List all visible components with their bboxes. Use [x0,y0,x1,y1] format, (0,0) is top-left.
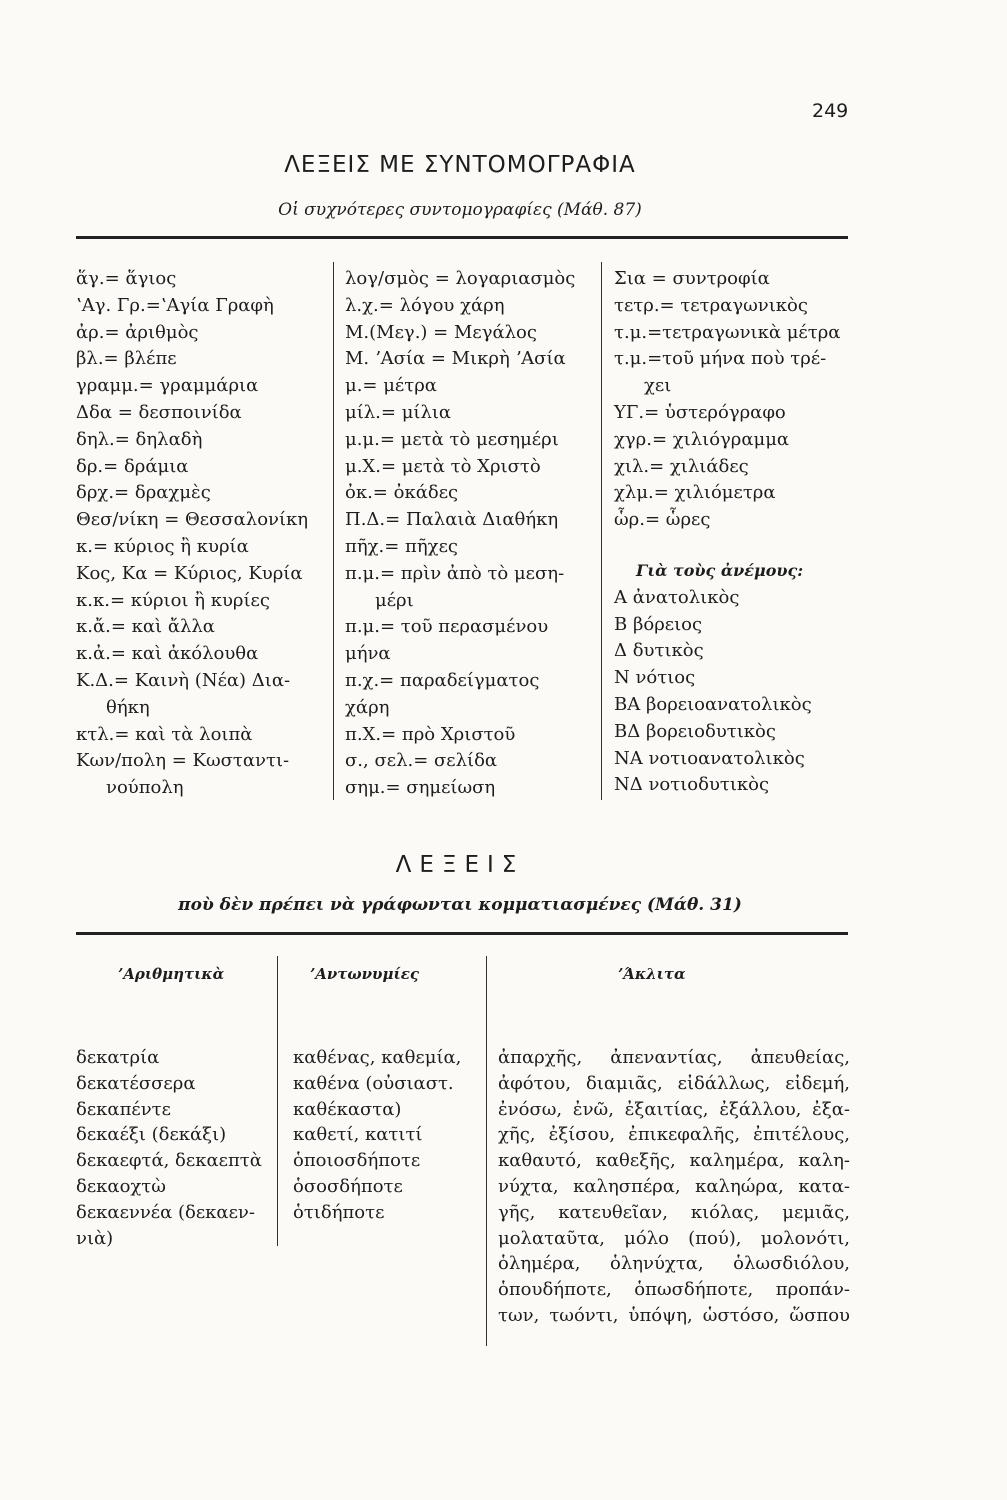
word-line: μολαταῦτα, μόλο (πού), μολονότι, [498,1227,850,1249]
word-line: ἀπαρχῆς, ἀπεναντίας, ἀπευθείας, [498,1047,850,1068]
abbr-entry: κ.ἄ.= καὶ ἄλλα [76,616,215,638]
abbr-entry: δρχ.= δραχμὲς [76,482,211,504]
abbr-entry: χλμ.= χιλιόμετρα [614,482,776,504]
abbr-entry: Π.Δ.= Παλαιὰ Διαθήκη [345,509,559,531]
word-line: των, τωόντι, ὑπόψη, ὡστόσο, ὥσπου [498,1304,850,1326]
column-divider [277,956,278,1246]
wind-entry: ΒΔ βορειοδυτικὸς [614,720,776,742]
heading-aklita: ʼΆκλιτα [618,965,686,983]
abbr-entry: μίλ.= μίλια [345,401,452,423]
abbr-entry: χγρ.= χιλιόγραμμα [614,428,790,450]
abbr-entry: σ., σελ.= σελίδα [345,750,498,772]
abbr-entry: πῆχ.= πῆχες [345,535,458,557]
winds-block [614,558,812,799]
abbr-entry: δρ.= δράμια [76,455,189,477]
section1-subtitle: Οἱ συχνότερες συντομογραφίες (Μάθ. 87) [278,200,642,220]
section2-subtitle: ποὺ δὲν πρέπει νὰ γράφωνται κομματιασμένες (Μάθ. 31) [178,895,742,915]
word-entry: καθένα (οὐσιαστ. [293,1072,454,1094]
word-entry: δεκαπέντε [76,1098,171,1120]
abbr-entry: π.μ.= πρὶν ἀπὸ τὸ μεση- [345,562,565,584]
word-entry: νιὰ) [76,1227,114,1249]
heading-antonymies: ʼΑντωνυμίες [310,965,419,983]
wind-entry: Δ δυτικὸς [614,640,704,662]
section2-title: ΛΕΞΕΙΣ [395,852,525,878]
word-entry: δεκαέξι (δεκάξι) [76,1124,227,1146]
wind-entry: Β βόρειος [614,613,703,635]
word-line: νύχτα, καλησπέρα, καληώρα, κατα- [498,1175,850,1197]
abbr-entry: Μ. ʼΑσία = Μικρὴ ʼΑσία [345,348,566,370]
word-entry: δεκαοχτὼ [76,1175,166,1197]
abbr-entry: Κων/πολη = Κωσταντι- [76,750,290,772]
column-divider [333,262,334,800]
winds-heading: Γιὰ τοὺς ἀνέμους: [636,561,804,580]
abbr-entry: θήκη [106,696,150,718]
abbr-entry: ὧρ.= ὧρες [614,509,711,531]
word-entry: ὁσοσδήποτε [293,1175,403,1197]
abbr-entry: ΥΓ.= ὑστερόγραφο [614,401,786,423]
word-entry: ὁποιοσδήποτε [293,1150,421,1172]
abbr-entry: λογ/σμὸς = λογαριασμὸς [345,268,576,289]
abbr-entry: μ.Χ.= μετὰ τὸ Χριστὸ [345,455,541,477]
column-divider [486,956,487,1346]
abbr-entry: δηλ.= δηλαδὴ [76,428,203,450]
word-line: γῆς, κατευθεῖαν, κιόλας, μεμιᾶς, [498,1201,850,1223]
abbr-entry: Δδα = δεσποινίδα [76,401,242,423]
word-entry: δεκαεννέα (δεκαεν- [76,1201,255,1223]
abbr-entry: κ.ἀ.= καὶ ἀκόλουθα [76,643,259,665]
section2-rule [76,932,848,935]
page-number: 249 [812,100,849,122]
abbr-entry: κ.κ.= κύριοι ἢ κυρίες [76,589,270,611]
abbr-entry: κτλ.= καὶ τὰ λοιπὰ [76,723,253,745]
abbr-entry: μέρι [375,589,414,611]
abbr-entry: σημ.= σημείωση [345,777,496,799]
section1-title: ΛΕΞΕΙΣ ΜΕ ΣΥΝΤΟΜΟΓΡΑΦΙΑ [284,152,636,178]
abbr-entry: Θεσ/νίκη = Θεσσαλονίκη [76,509,309,531]
wind-entry: Ν νότιος [614,667,696,689]
arithmetika-column [76,1045,262,1251]
word-line: ὁλημέρα, ὁληνύχτα, ὁλωσδιόλου, [498,1253,850,1275]
wind-entry: ΝΑ νοτιοανατολικὸς [614,747,805,769]
abbr-entry: π.χ.= παραδείγματος [345,669,540,691]
abbr-entry: νούπολη [106,777,184,799]
abbr-entry: ἅγ.= ἅγιος [76,268,177,289]
abbr-entry: γραμμ.= γραμμάρια [76,375,259,397]
abbr-entry: Μ.(Μεγ.) = Μεγάλος [345,321,537,343]
abbr-entry: βλ.= βλέπε [76,348,177,370]
word-entry: καθετί, κατιτί [293,1124,423,1146]
word-line: χῆς, ἐξίσου, ἐπικεφαλῆς, ἐπιτέλους, [498,1124,850,1146]
word-entry: ὁτιδήποτε [293,1201,385,1223]
word-line: ἐνόσω, ἐνῶ, ἐξαιτίας, ἐξάλλου, ἐξα- [498,1098,850,1120]
abbr-entry: χει [644,375,672,397]
abbr-entry: κ.= κύριος ἢ κυρία [76,535,249,557]
heading-arithmetika: ʼΑριθμητικὰ [118,965,225,983]
word-entry: δεκατέσσερα [76,1072,196,1094]
abbr-column-3 [614,266,840,534]
abbr-entry: ʽΑγ. Γρ.=ʽΑγία Γραφὴ [76,294,274,316]
antonymies-column [293,1045,461,1226]
word-entry: καθένας, καθεμία, [293,1047,462,1068]
aklita-column [498,1045,850,1329]
abbr-entry: π.μ.= τοῦ περασμένου [345,616,549,638]
wind-entry: ΒΑ βορειοανατολικὸς [614,693,812,715]
abbr-entry: μ.= μέτρα [345,375,437,397]
abbr-column-1 [76,266,308,802]
abbr-entry: ἀρ.= ἀριθμὸς [76,321,199,343]
abbr-entry: Σια = συντροφία [614,268,770,289]
abbr-entry: π.Χ.= πρὸ Χριστοῦ [345,723,516,745]
abbr-entry: χάρη [345,696,390,718]
wind-entry: Α ἀνατολικὸς [614,586,740,608]
word-entry: δεκατρία [76,1047,160,1068]
abbr-entry: τετρ.= τετραγωνικὸς [614,294,808,316]
column-divider [601,262,602,800]
word-line: καθαυτό, καθεξῆς, καλημέρα, καλη- [498,1150,850,1172]
abbr-entry: μήνα [345,643,391,665]
word-entry: δεκαεφτά, δεκαεπτὰ [76,1150,262,1172]
wind-entry: ΝΔ νοτιοδυτικὸς [614,774,770,796]
abbr-entry: χιλ.= χιλιάδες [614,455,749,477]
abbr-entry: ὀκ.= ὀκάδες [345,482,459,504]
abbr-entry: τ.μ.=τετραγωνικὰ μέτρα [614,321,841,343]
section1-rule [76,236,848,239]
abbr-column-2 [345,266,575,802]
abbr-entry: τ.μ.=τοῦ μήνα ποὺ τρέ- [614,348,827,370]
word-line: ἀφότου, διαμιᾶς, εἰδάλλως, εἰδεμή, [498,1072,850,1094]
abbr-entry: Κος, Κα = Κύριος, Κυρία [76,562,303,584]
word-line: ὁπουδήποτε, ὁπωσδήποτε, προπάν- [498,1279,850,1301]
abbr-entry: λ.χ.= λόγου χάρη [345,294,505,316]
abbr-entry: Κ.Δ.= Καινὴ (Νέα) Δια- [76,669,291,691]
abbr-entry: μ.μ.= μετὰ τὸ μεσημέρι [345,428,559,450]
word-entry: καθέκαστα) [293,1098,402,1120]
